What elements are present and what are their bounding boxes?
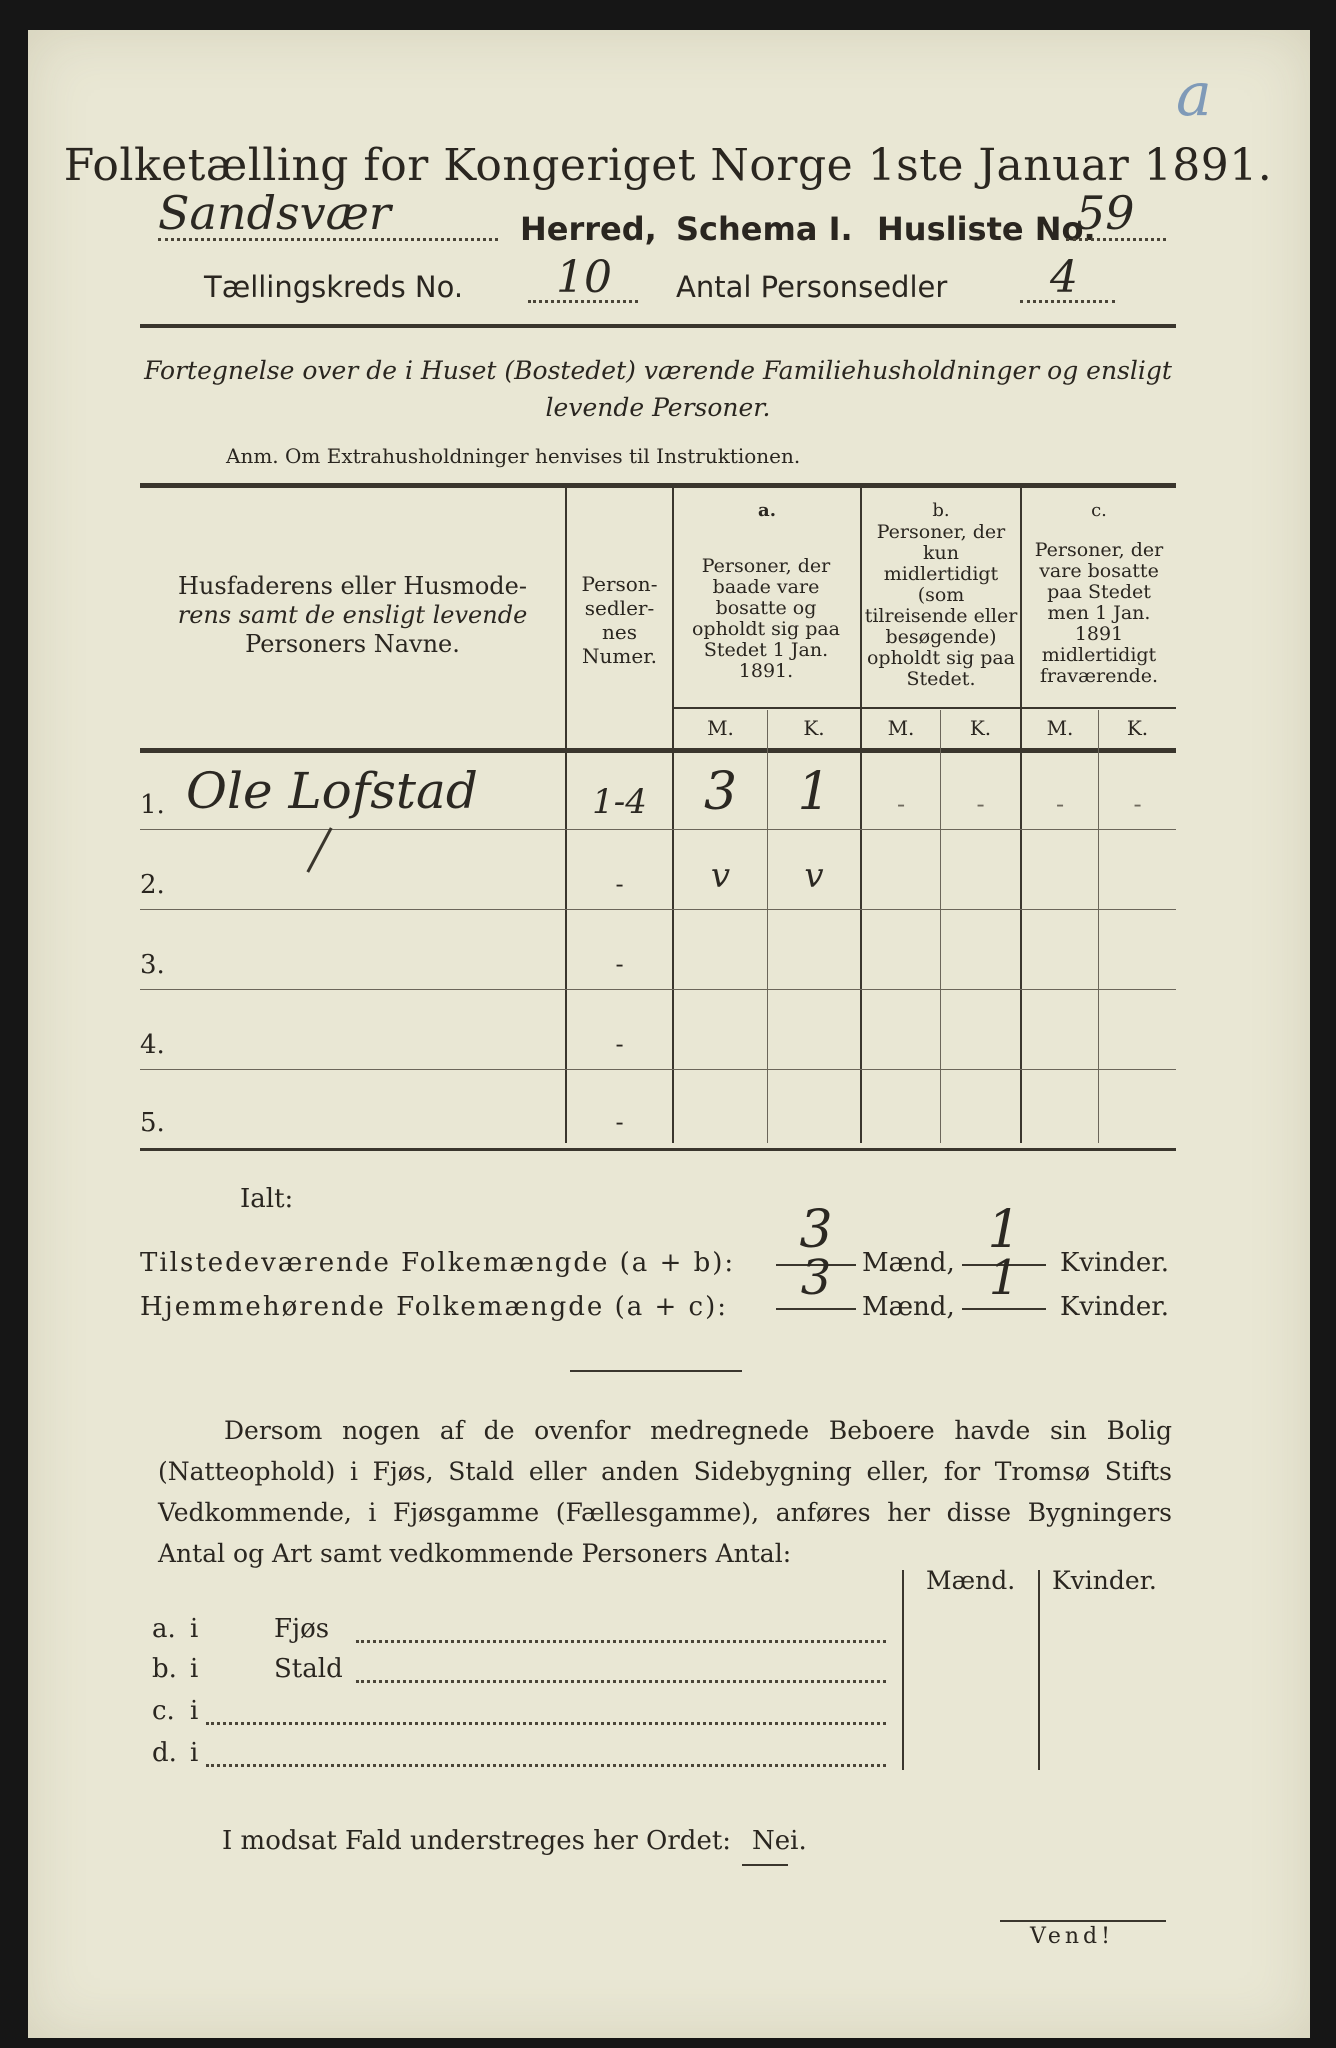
tilstede-k-value: 1 bbox=[987, 1200, 1021, 1260]
item-d-letter: d. bbox=[152, 1738, 177, 1768]
hjemme-kvinder: Kvinder. bbox=[1060, 1292, 1170, 1322]
modsat-text: I modsat Fald understreges her Ordet: bbox=[222, 1826, 732, 1856]
col-a-letter: a. bbox=[758, 500, 776, 521]
row-4-numer: - bbox=[615, 1030, 624, 1058]
col-b-header: Personer, der kun midlertidigt (som tilreisende eller besøgende) opholdt sig paa Stedet. bbox=[864, 521, 1018, 690]
pencil-mark: a bbox=[1176, 60, 1212, 130]
item-c-letter: c. bbox=[152, 1696, 175, 1726]
col-b-letter: b. bbox=[932, 500, 950, 521]
row-1-numer: 1-4 bbox=[592, 782, 647, 822]
row-1-a-m: 3 bbox=[703, 762, 738, 822]
col-numer-header: Person- sedler- nes Numer. bbox=[581, 572, 658, 668]
b-k-header: K. bbox=[969, 716, 992, 740]
row-3-numer: - bbox=[615, 950, 624, 978]
buildings-maend-header: Mænd. bbox=[926, 1566, 1016, 1595]
nei-word: Nei. bbox=[752, 1826, 807, 1856]
kreds-label: Tællingskreds No. bbox=[204, 270, 464, 304]
stald-label: Stald bbox=[274, 1654, 343, 1684]
hjemme-label: Hjemmehørende Folkemængde (a + c): bbox=[140, 1292, 728, 1322]
buildings-paragraph: Dersom nogen af de ovenfor medregnede Beboere havde sin Bolig (Natteophold) i Fjøs, Stald eller anden Sidebygning eller, for Tromsø Stifts Vedkommende, i Fjøsgamme (Fællesgamme), anføres her disse Bygningers Antal og Art samt vedkommende Personers Antal: bbox=[158, 1416, 1172, 1568]
c-m-header: M. bbox=[1046, 716, 1074, 740]
row-3-number: 3. bbox=[140, 950, 165, 980]
row-2-number: 2. bbox=[140, 870, 165, 900]
row-1-b-m: - bbox=[896, 790, 906, 818]
col-names-header: Husfaderens eller Husmode- rens samt de ensligt levende Personers Navne. bbox=[177, 572, 528, 658]
fjos-i: i bbox=[190, 1614, 199, 1644]
a-m-header: M. bbox=[707, 716, 734, 740]
row-5-numer: - bbox=[615, 1108, 624, 1136]
b-m-header: M. bbox=[887, 716, 915, 740]
a-k-header: K. bbox=[803, 716, 825, 740]
schema-label: Schema I. bbox=[676, 210, 853, 248]
ialt-label: Ialt: bbox=[240, 1184, 294, 1214]
row-4-number: 4. bbox=[140, 1030, 165, 1060]
herred-value: Sandsvær bbox=[158, 186, 391, 240]
row-2-a-m: v bbox=[710, 856, 731, 896]
tilstede-maend: Mænd, bbox=[862, 1248, 955, 1278]
fjos-letter: a. bbox=[152, 1614, 176, 1644]
buildings-kvinder-header: Kvinder. bbox=[1052, 1566, 1157, 1595]
tilstede-label: Tilstedeværende Folkemængde (a + b): bbox=[140, 1248, 736, 1278]
row-2-numer: - bbox=[615, 870, 624, 898]
tilstede-kvinder: Kvinder. bbox=[1060, 1248, 1170, 1278]
row-1-name: Ole Lofstad bbox=[186, 762, 478, 820]
item-c-i: i bbox=[190, 1696, 199, 1726]
anm-note: Anm. Om Extrahusholdninger henvises til Instruktionen. bbox=[226, 444, 801, 468]
row-1-b-k: - bbox=[976, 790, 985, 818]
personsedler-value: 4 bbox=[1050, 252, 1078, 303]
vend-label: Vend! bbox=[1030, 1924, 1114, 1949]
husliste-label: Husliste No. bbox=[877, 210, 1096, 248]
tilstede-m-value: 3 bbox=[799, 1200, 833, 1260]
stald-letter: b. bbox=[152, 1654, 177, 1684]
hjemme-m-value: 3 bbox=[800, 1250, 832, 1306]
row-1-number: 1. bbox=[140, 790, 165, 820]
fjos-label: Fjøs bbox=[274, 1614, 330, 1644]
hjemme-k-value: 1 bbox=[988, 1250, 1020, 1306]
herred-label: Herred, bbox=[520, 210, 657, 248]
intro-line2: levende Personer. bbox=[545, 393, 771, 422]
row-1-c-m: - bbox=[1055, 790, 1065, 818]
hjemme-maend: Mænd, bbox=[862, 1292, 955, 1322]
col-a-header: Personer, der baade vare bosatte og opholdt sig paa Stedet 1 Jan. 1891. bbox=[691, 555, 841, 682]
intro-line1: Fortegnelse over de i Huset (Bostedet) værende Familiehusholdninger og ensligt bbox=[144, 356, 1172, 385]
item-d-i: i bbox=[190, 1738, 199, 1768]
col-c-header: Personer, der vare bosatte paa Stedet men 1 Jan. 1891 midlertidigt fraværende. bbox=[1034, 539, 1164, 687]
row-1-c-k: - bbox=[1133, 790, 1142, 818]
row-2-a-k: v bbox=[804, 856, 824, 896]
form-title: Folketælling for Kongeriget Norge 1ste Januar 1891. bbox=[63, 140, 1273, 191]
row-5-number: 5. bbox=[140, 1108, 165, 1138]
kreds-value: 10 bbox=[556, 252, 612, 303]
row-1-a-k: 1 bbox=[797, 762, 831, 822]
c-k-header: K. bbox=[1126, 716, 1149, 740]
stald-i: i bbox=[190, 1654, 199, 1684]
personsedler-label: Antal Personsedler bbox=[676, 270, 948, 304]
col-c-letter: c. bbox=[1091, 500, 1107, 521]
husliste-value: 59 bbox=[1076, 186, 1135, 240]
